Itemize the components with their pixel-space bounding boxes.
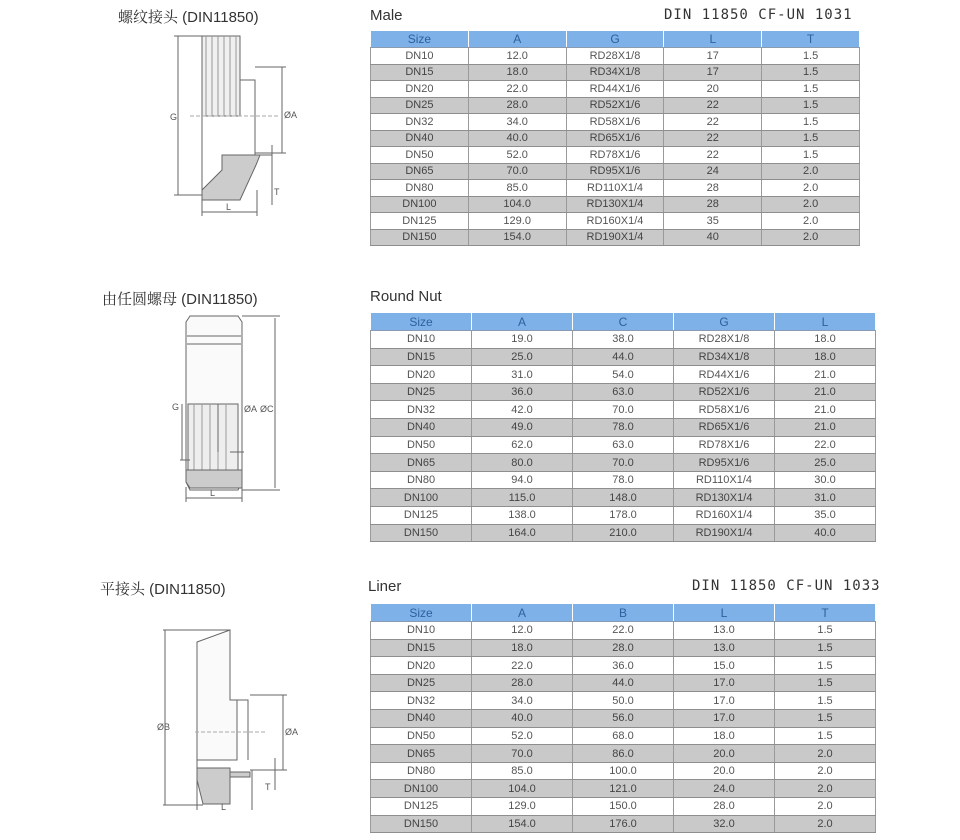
table-cell: 54.0: [573, 366, 674, 384]
liner-a-label: ØA: [285, 727, 299, 737]
table-row: [371, 524, 876, 542]
table-cell: 78.0: [573, 471, 674, 489]
table-cell: 25.0: [472, 348, 573, 366]
table-cell: 21.0: [775, 383, 876, 401]
table-cell: DN150: [371, 524, 472, 542]
table-cell: 129.0: [468, 213, 566, 230]
table-cell: 22.0: [775, 436, 876, 454]
table-cell: 42.0: [472, 401, 573, 419]
table-cell: 1.5: [775, 710, 876, 728]
table-cell: 24.0: [674, 780, 775, 798]
male-spec-table: [370, 30, 860, 246]
table-cell: 34.0: [472, 692, 573, 710]
table-cell: 2.0: [762, 180, 860, 197]
table-cell: DN15: [371, 639, 472, 657]
liner-drawing: [155, 620, 305, 810]
liner-section-title: 平接头 (DIN11850): [100, 581, 226, 598]
table-cell: 178.0: [573, 507, 674, 525]
table-cell: DN125: [371, 507, 472, 525]
table-cell: RD110X1/4: [674, 471, 775, 489]
table-row: [371, 180, 860, 197]
table-cell: 56.0: [573, 710, 674, 728]
round-nut-drawing: [160, 312, 290, 512]
table-cell: RD78X1/6: [674, 436, 775, 454]
table-cell: RD190X1/4: [674, 524, 775, 542]
table-cell: 28.0: [468, 97, 566, 114]
column-header: C: [573, 313, 674, 331]
table-cell: DN50: [371, 727, 472, 745]
table-cell: DN40: [371, 710, 472, 728]
table-cell: 1.5: [762, 97, 860, 114]
table-cell: RD28X1/8: [674, 331, 775, 349]
male-l-label: L: [226, 202, 232, 212]
column-header: T: [775, 604, 876, 622]
table-cell: DN80: [371, 471, 472, 489]
table-cell: 1.5: [775, 657, 876, 675]
table-cell: 164.0: [472, 524, 573, 542]
table-cell: DN40: [371, 419, 472, 437]
table-cell: 17: [664, 64, 762, 81]
table-cell: 30.0: [775, 471, 876, 489]
table-cell: DN25: [371, 97, 469, 114]
table-cell: 2.0: [762, 196, 860, 213]
table-row: [371, 639, 876, 657]
table-cell: RD58X1/6: [566, 114, 664, 131]
table-row: [371, 798, 876, 816]
table-cell: DN150: [371, 229, 469, 246]
table-cell: 85.0: [468, 180, 566, 197]
table-cell: 28.0: [573, 639, 674, 657]
table-cell: 2.0: [775, 798, 876, 816]
column-header: Size: [371, 604, 472, 622]
table-cell: 12.0: [472, 622, 573, 640]
table-cell: 80.0: [472, 454, 573, 472]
table-cell: 1.5: [762, 147, 860, 164]
table-cell: RD160X1/4: [674, 507, 775, 525]
table-row: [371, 454, 876, 472]
table-cell: DN50: [371, 436, 472, 454]
table-cell: DN10: [371, 331, 472, 349]
table-header-row: [371, 31, 860, 48]
table-cell: RD160X1/4: [566, 213, 664, 230]
table-cell: 40.0: [775, 524, 876, 542]
round-nut-l-label: L: [210, 488, 216, 498]
table-cell: 62.0: [472, 436, 573, 454]
round-nut-spec-table: [370, 312, 876, 542]
table-row: [371, 674, 876, 692]
round-nut-g-label: G: [172, 402, 180, 412]
table-cell: 22: [664, 147, 762, 164]
table-cell: 154.0: [472, 815, 573, 833]
male-a-label: ØA: [284, 110, 298, 120]
round-nut-c-label: ØC: [260, 404, 274, 414]
table-row: [371, 710, 876, 728]
male-t-label: T: [274, 187, 280, 197]
table-cell: 2.0: [762, 213, 860, 230]
table-cell: DN10: [371, 48, 469, 65]
table-cell: 1.5: [762, 114, 860, 131]
table-cell: 28: [664, 196, 762, 213]
table-cell: 34.0: [468, 114, 566, 131]
table-cell: DN65: [371, 454, 472, 472]
table-cell: DN50: [371, 147, 469, 164]
table-header-row: [371, 313, 876, 331]
table-cell: 17: [664, 48, 762, 65]
table-cell: 2.0: [775, 815, 876, 833]
table-cell: 28.0: [472, 674, 573, 692]
table-cell: DN65: [371, 163, 469, 180]
table-cell: 15.0: [674, 657, 775, 675]
table-cell: 17.0: [674, 692, 775, 710]
table-cell: RD130X1/4: [566, 196, 664, 213]
table-row: [371, 64, 860, 81]
liner-table-title: Liner: [368, 578, 402, 595]
table-cell: DN100: [371, 780, 472, 798]
table-cell: 18.0: [775, 348, 876, 366]
table-cell: RD34X1/8: [674, 348, 775, 366]
table-cell: 1.5: [775, 622, 876, 640]
table-cell: RD44X1/6: [566, 81, 664, 98]
table-header-row: [371, 604, 876, 622]
table-cell: 20: [664, 81, 762, 98]
column-header: T: [762, 31, 860, 48]
table-cell: 18.0: [472, 639, 573, 657]
table-cell: 35: [664, 213, 762, 230]
table-cell: 22: [664, 97, 762, 114]
round-nut-section-title: 由任圆螺母 (DIN11850): [102, 291, 258, 308]
table-cell: DN100: [371, 196, 469, 213]
table-cell: 210.0: [573, 524, 674, 542]
table-cell: 17.0: [674, 710, 775, 728]
table-row: [371, 81, 860, 98]
table-row: [371, 692, 876, 710]
table-cell: 2.0: [775, 762, 876, 780]
table-row: [371, 213, 860, 230]
column-header: L: [674, 604, 775, 622]
table-cell: 31.0: [472, 366, 573, 384]
table-cell: 20.0: [674, 762, 775, 780]
column-header: G: [566, 31, 664, 48]
table-cell: 100.0: [573, 762, 674, 780]
table-cell: RD65X1/6: [674, 419, 775, 437]
table-cell: 115.0: [472, 489, 573, 507]
table-row: [371, 401, 876, 419]
table-row: [371, 348, 876, 366]
table-row: [371, 114, 860, 131]
male-table-title: Male: [370, 7, 403, 24]
table-cell: DN25: [371, 383, 472, 401]
liner-l-label: L: [221, 802, 227, 810]
table-row: [371, 745, 876, 763]
table-cell: 1.5: [775, 674, 876, 692]
table-cell: 52.0: [468, 147, 566, 164]
table-cell: DN150: [371, 815, 472, 833]
table-cell: 148.0: [573, 489, 674, 507]
liner-spec-table: [370, 603, 876, 833]
table-row: [371, 163, 860, 180]
table-cell: 17.0: [674, 674, 775, 692]
table-cell: DN125: [371, 798, 472, 816]
table-row: [371, 762, 876, 780]
table-row: [371, 48, 860, 65]
table-cell: 21.0: [775, 401, 876, 419]
table-cell: RD130X1/4: [674, 489, 775, 507]
male-standard: DIN 11850 CF-UN 1031: [664, 7, 853, 23]
table-cell: DN65: [371, 745, 472, 763]
table-cell: DN100: [371, 489, 472, 507]
table-cell: 104.0: [468, 196, 566, 213]
table-cell: DN80: [371, 180, 469, 197]
table-cell: 70.0: [468, 163, 566, 180]
table-cell: 19.0: [472, 331, 573, 349]
table-cell: 2.0: [775, 780, 876, 798]
table-row: [371, 489, 876, 507]
table-cell: 21.0: [775, 419, 876, 437]
column-header: B: [573, 604, 674, 622]
table-cell: DN32: [371, 114, 469, 131]
liner-b-label: ØB: [157, 722, 171, 732]
table-cell: RD44X1/6: [674, 366, 775, 384]
table-cell: 129.0: [472, 798, 573, 816]
table-cell: 31.0: [775, 489, 876, 507]
table-cell: 44.0: [573, 348, 674, 366]
table-cell: 13.0: [674, 639, 775, 657]
table-cell: DN15: [371, 348, 472, 366]
table-cell: 32.0: [674, 815, 775, 833]
male-fitting-drawing: [160, 30, 310, 220]
table-cell: 1.5: [762, 130, 860, 147]
table-cell: 52.0: [472, 727, 573, 745]
table-cell: DN20: [371, 81, 469, 98]
male-g-label: G: [170, 112, 178, 122]
table-cell: 68.0: [573, 727, 674, 745]
table-cell: RD52X1/6: [566, 97, 664, 114]
table-cell: 154.0: [468, 229, 566, 246]
table-cell: RD190X1/4: [566, 229, 664, 246]
table-cell: 1.5: [762, 81, 860, 98]
table-cell: DN15: [371, 64, 469, 81]
table-cell: 36.0: [573, 657, 674, 675]
table-row: [371, 727, 876, 745]
table-cell: 2.0: [762, 229, 860, 246]
table-cell: 49.0: [472, 419, 573, 437]
table-cell: 22.0: [472, 657, 573, 675]
table-row: [371, 419, 876, 437]
table-cell: DN20: [371, 657, 472, 675]
table-cell: RD28X1/8: [566, 48, 664, 65]
table-cell: RD52X1/6: [674, 383, 775, 401]
table-cell: 1.5: [775, 639, 876, 657]
table-cell: DN32: [371, 401, 472, 419]
table-cell: 40: [664, 229, 762, 246]
table-cell: DN25: [371, 674, 472, 692]
table-cell: 1.5: [775, 727, 876, 745]
table-cell: RD65X1/6: [566, 130, 664, 147]
table-row: [371, 331, 876, 349]
table-cell: RD34X1/8: [566, 64, 664, 81]
table-cell: 1.5: [762, 64, 860, 81]
table-cell: DN125: [371, 213, 469, 230]
round-nut-a-label: ØA: [244, 404, 258, 414]
liner-t-label: T: [265, 782, 271, 792]
column-header: L: [664, 31, 762, 48]
table-row: [371, 471, 876, 489]
table-cell: 63.0: [573, 436, 674, 454]
table-row: [371, 130, 860, 147]
table-cell: 13.0: [674, 622, 775, 640]
table-row: [371, 780, 876, 798]
table-row: [371, 622, 876, 640]
table-row: [371, 657, 876, 675]
table-cell: DN20: [371, 366, 472, 384]
round-nut-table-title: Round Nut: [370, 288, 442, 305]
table-cell: 44.0: [573, 674, 674, 692]
table-cell: 63.0: [573, 383, 674, 401]
table-cell: 24: [664, 163, 762, 180]
table-row: [371, 383, 876, 401]
table-cell: 176.0: [573, 815, 674, 833]
table-cell: 22.0: [468, 81, 566, 98]
column-header: L: [775, 313, 876, 331]
table-cell: 28.0: [674, 798, 775, 816]
table-cell: 104.0: [472, 780, 573, 798]
table-cell: DN40: [371, 130, 469, 147]
table-cell: 21.0: [775, 366, 876, 384]
column-header: A: [472, 604, 573, 622]
table-row: [371, 815, 876, 833]
table-cell: DN80: [371, 762, 472, 780]
column-header: Size: [371, 31, 469, 48]
table-cell: 35.0: [775, 507, 876, 525]
liner-standard: DIN 11850 CF-UN 1033: [692, 578, 881, 594]
table-cell: RD110X1/4: [566, 180, 664, 197]
column-header: A: [468, 31, 566, 48]
table-cell: 121.0: [573, 780, 674, 798]
table-cell: 1.5: [775, 692, 876, 710]
table-cell: RD58X1/6: [674, 401, 775, 419]
table-cell: 50.0: [573, 692, 674, 710]
table-cell: 2.0: [762, 163, 860, 180]
column-header: G: [674, 313, 775, 331]
table-cell: 38.0: [573, 331, 674, 349]
table-cell: RD78X1/6: [566, 147, 664, 164]
table-cell: 36.0: [472, 383, 573, 401]
table-cell: 12.0: [468, 48, 566, 65]
column-header: A: [472, 313, 573, 331]
table-cell: RD95X1/6: [674, 454, 775, 472]
table-cell: DN10: [371, 622, 472, 640]
table-cell: 2.0: [775, 745, 876, 763]
table-cell: 94.0: [472, 471, 573, 489]
table-row: [371, 507, 876, 525]
table-cell: 138.0: [472, 507, 573, 525]
table-cell: 1.5: [762, 48, 860, 65]
table-cell: 85.0: [472, 762, 573, 780]
table-cell: 22: [664, 114, 762, 131]
table-row: [371, 366, 876, 384]
table-row: [371, 196, 860, 213]
table-cell: 86.0: [573, 745, 674, 763]
table-cell: 22.0: [573, 622, 674, 640]
table-row: [371, 229, 860, 246]
table-cell: 20.0: [674, 745, 775, 763]
table-cell: 25.0: [775, 454, 876, 472]
table-row: [371, 436, 876, 454]
male-section-title: 螺纹接头 (DIN11850): [118, 9, 259, 26]
table-cell: 70.0: [472, 745, 573, 763]
table-cell: 40.0: [468, 130, 566, 147]
column-header: Size: [371, 313, 472, 331]
table-cell: RD95X1/6: [566, 163, 664, 180]
table-row: [371, 97, 860, 114]
table-row: [371, 147, 860, 164]
table-cell: 78.0: [573, 419, 674, 437]
table-cell: 70.0: [573, 401, 674, 419]
table-cell: 28: [664, 180, 762, 197]
table-cell: 40.0: [472, 710, 573, 728]
table-cell: 150.0: [573, 798, 674, 816]
table-cell: 70.0: [573, 454, 674, 472]
table-cell: DN32: [371, 692, 472, 710]
table-cell: 22: [664, 130, 762, 147]
table-cell: 18.0: [775, 331, 876, 349]
table-cell: 18.0: [674, 727, 775, 745]
table-cell: 18.0: [468, 64, 566, 81]
